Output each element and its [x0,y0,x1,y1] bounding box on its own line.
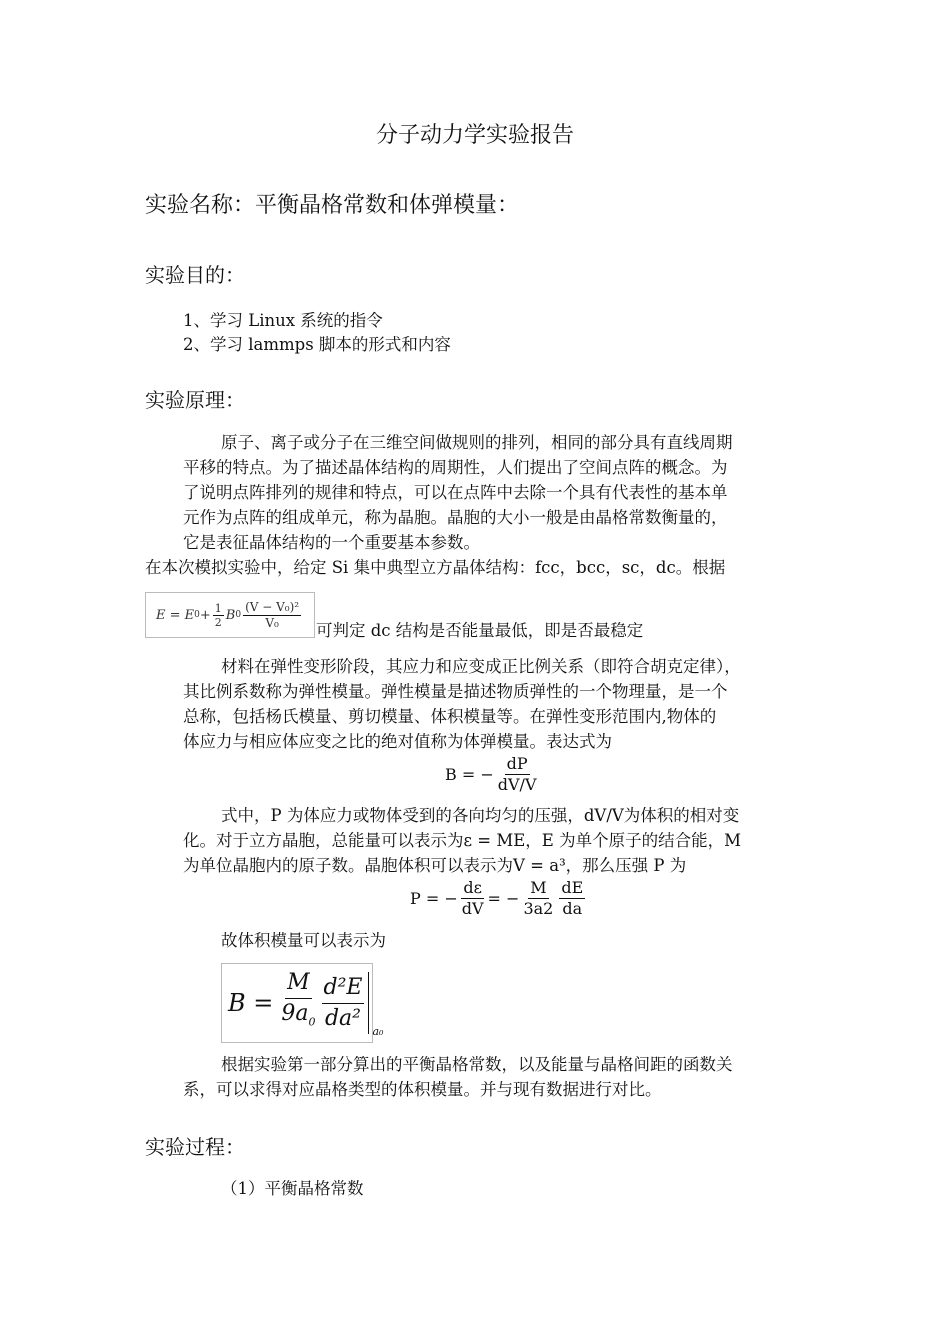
principle-p4-line1: 式中，P 为体应力或物体受到的各向均匀的压强，dV/V为体积的相对变 [221,806,740,825]
bulk-formula-frac2 [322,973,365,1034]
energy-formula-b: B [225,607,236,623]
principle-p1-line1: 原子、离子或分子在三维空间做规则的排列，相同的部分具有直线周期 [221,433,733,452]
purpose-heading: 实验目的： [145,263,245,287]
half-den: 2 [214,615,222,629]
energy-formula-b-sub: 0 [235,610,242,620]
principle-p4-line2: 化。对于立方晶胞，总能量可以表示为ε = ME，E 为单个原子的结合能，M [183,831,741,850]
principle-p2-line: 在本次模拟实验中，给定 Si 集中典型立方晶体结构：fcc，bcc，sc，dc。根据 [145,558,726,577]
document-title: 分子动力学实验报告 [375,123,574,148]
bulk-formula-lhs: B = [228,989,274,1017]
eq-b-frac [496,754,539,795]
principle-p4-line3: 为单位晶胞内的原子数。晶胞体积可以表示为V = a³，那么压强 P 为 [183,856,687,875]
bulk-modulus-equation [445,754,541,795]
eq-p-frac2 [521,878,555,919]
eq-p-num1: dε [463,878,482,897]
energy-frac-num: (V − V₀)² [245,599,300,614]
experiment-name: 实验名称：平衡晶格常数和体弹模量： [145,193,520,218]
eq-b-num: dP [506,754,528,773]
eq-p-num3: dE [561,878,584,897]
energy-formula-half [213,602,224,629]
principle-p6-line1: 根据实验第一部分算出的平衡晶格常数，以及能量与晶格间距的函数关 [221,1055,733,1074]
eq-p-den3: da [562,899,583,918]
energy-formula-frac [243,600,301,631]
bulk-formula-d2e: d²E [322,973,365,1004]
principle-p2-tail: 可判定 dc 结构是否能量最低，即是否最稳定 [316,621,644,640]
eq-p-frac1 [460,878,486,919]
purpose-item-2: 2、学习 lammps 脚本的形式和内容 [183,335,451,354]
principle-heading: 实验原理： [145,388,245,412]
purpose-item-1: 1、学习 Linux 系统的指令 [183,311,383,330]
bulk-formula-frac1 [279,968,317,1037]
energy-frac-den: V₀ [265,615,279,630]
principle-p1-line3: 了说明点阵排列的规律和特点，可以在点阵中去除一个具有代表性的基本单 [183,483,728,502]
principle-p6-line2: 系，可以求得对应晶格类型的体积模量。并与现有数据进行对比。 [183,1080,662,1099]
principle-p5-line: 故体积模量可以表示为 [221,931,386,950]
principle-p3-line2: 其比例系数称为弹性模量。弹性模量是描述物质弹性的一个物理量，是一个 [183,682,728,701]
eq-b-den: dV/V [497,775,537,794]
pressure-equation [410,878,587,919]
principle-p1-line5: 它是表征晶体结构的一个重要基本参数。 [183,533,480,552]
energy-formula-lhs: E = E [156,607,195,623]
eq-p-frac3 [559,878,585,919]
principle-p3-line1: 材料在弹性变形阶段，其应力和应变成正比例关系（即符合胡克定律）， [221,657,741,676]
process-heading: 实验过程： [145,1135,245,1159]
eq-b-lhs: B = − [445,765,494,784]
half-num: 1 [214,601,222,615]
energy-formula-image [145,592,315,638]
energy-formula-sub: 0 [194,610,200,620]
principle-p1-line2: 平移的特点。为了描述晶体结构的周期性，人们提出了空间点阵的概念。为 [183,458,728,477]
eq-p-den2: 3a2 [523,899,554,918]
bulk-formula-eval: a₀ [372,1025,384,1038]
bulk-formula-da2: da² [324,1005,361,1031]
eq-p-mid: = − [487,889,520,908]
eq-p-den1: dV [461,899,484,918]
eq-p-lhs: P = − [410,889,458,908]
bulk-formula-sub: 0 [308,1015,316,1029]
energy-formula-plus: + [199,607,211,623]
principle-p3-line4: 体应力与相应体应变之比的绝对值称为体弹模量。表达式为 [183,732,612,751]
eq-p-num2: M [530,878,547,897]
bulk-formula-eval-bar [368,972,384,1038]
bulk-formula-nine: 9a [281,1001,309,1027]
bulk-formula-m: M [285,968,312,999]
principle-p3-line3: 总称，包括杨氏模量、剪切模量、体积模量等。在弹性变形范围内,物体的 [183,707,717,726]
process-item-1: （1）平衡晶格常数 [221,1179,364,1198]
bulk-formula-image [221,963,384,1043]
principle-p1-line4: 元作为点阵的组成单元，称为晶胞。晶胞的大小一般是由晶格常数衡量的， [183,508,728,527]
